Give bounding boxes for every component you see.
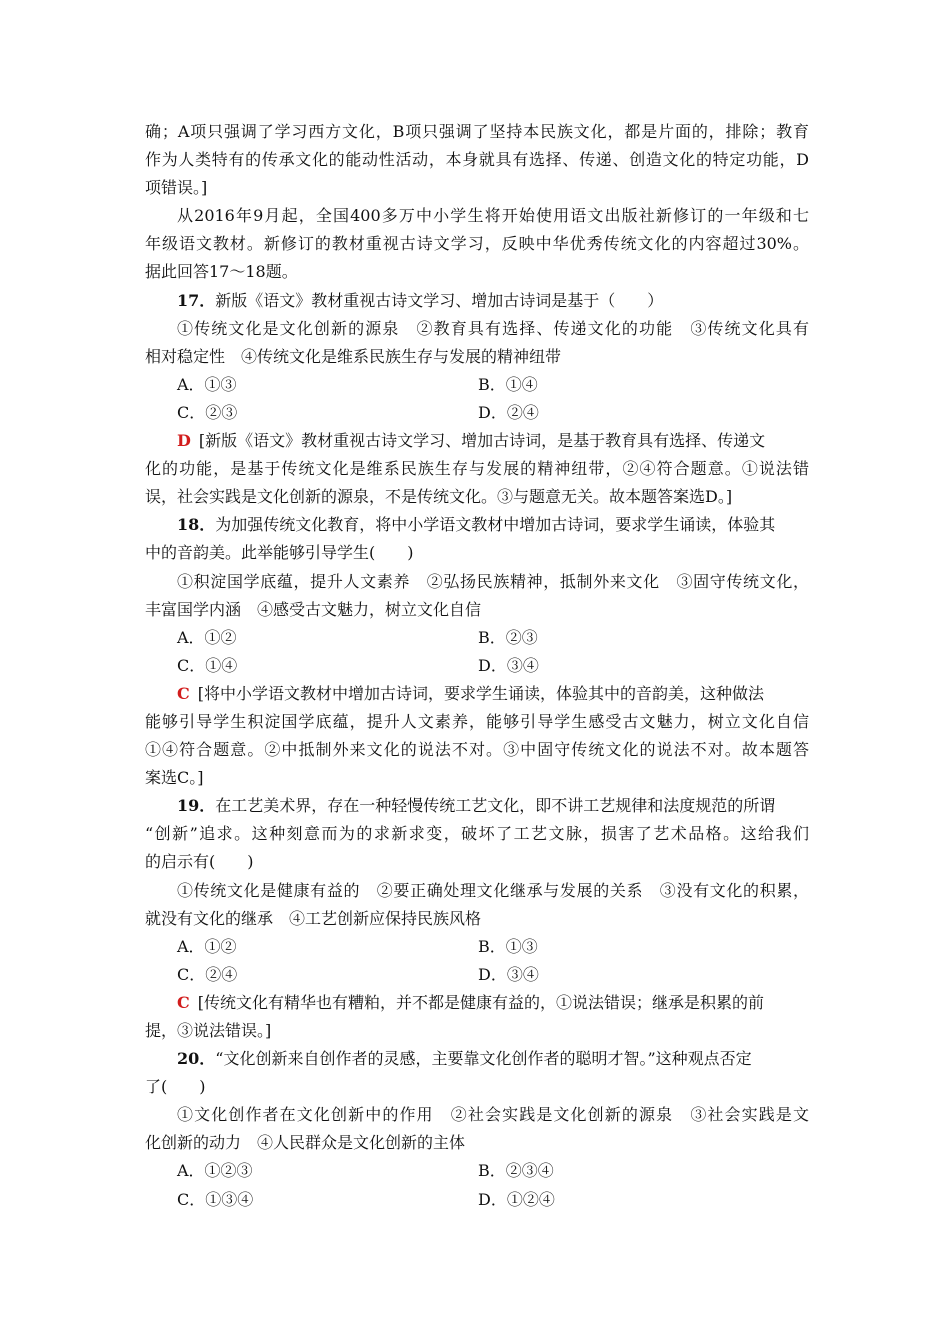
options-row	[145, 399, 809, 427]
explanation-line: 误，社会实践是文化创新的源泉，不是传统文化。③与题意无关。故本题答案选D。]	[145, 487, 733, 507]
option-b: B．②③	[478, 627, 538, 647]
answer-letter: C	[177, 992, 190, 1012]
explanation-text: [将中小学语文教材中增加古诗词，要求学生诵读，体验其中的音韵美，这种做法	[197, 683, 764, 703]
question-items: 相对稳定性 ④传统文化是维系民族生存与发展的精神纽带	[145, 346, 562, 366]
stem-line: “创新”追求。这种刻意而为的求新求变，破坏了工艺文脉，损害了艺术品格。这给我们	[145, 824, 809, 844]
option-c: C．①③④	[177, 1189, 254, 1209]
question-18	[145, 511, 809, 792]
text-line: 确；A项只强调了学习西方文化，B项只强调了坚持本民族文化，都是片面的，排除；教育	[145, 122, 809, 141]
options-row	[145, 1157, 809, 1185]
question-stem	[145, 792, 809, 820]
stem-line: 了( )	[145, 1077, 206, 1097]
option-d: D．③④	[478, 655, 539, 675]
question-stem	[145, 287, 809, 315]
question-items: 化创新的动力 ④人民群众是文化创新的主体	[145, 1133, 466, 1153]
option-b: B．①④	[478, 374, 538, 394]
explanation-line: 化的功能，是基于传统文化是维系民族生存与发展的精神纽带，②④符合题意。①说法错	[145, 459, 809, 479]
document-page	[145, 118, 809, 1214]
answer-explanation	[145, 427, 809, 455]
explanation-text: [传统文化有精华也有糟粕，并不都是健康有益的，①说法错误；继承是积累的前	[197, 992, 764, 1012]
question-stem	[145, 511, 809, 539]
stem-text: 在工艺美术界，存在一种轻慢传统工艺文化，即不讲工艺规律和法度规范的所谓	[215, 796, 776, 816]
options-row	[145, 961, 809, 989]
option-d: D．①②④	[478, 1189, 555, 1209]
stem-text: 为加强传统文化教育，将中小学语文教材中增加古诗词，要求学生诵读，体验其	[215, 515, 776, 535]
question-items: ①传统文化是健康有益的 ②要正确处理文化继承与发展的关系 ③没有文化的积累，	[177, 880, 809, 900]
stem-text: “文化创新来自创作者的灵感，主要靠文化创作者的聪明才智。”这种观点否定	[215, 1049, 752, 1069]
option-c: C．②③	[177, 402, 238, 422]
stem-line: 中的音韵美。此举能够引导学生( )	[145, 543, 414, 563]
option-a: A．①②	[177, 936, 237, 956]
option-a: A．①②	[177, 627, 237, 647]
option-b: B．②③④	[478, 1161, 554, 1181]
question-stem	[145, 1045, 809, 1073]
material-paragraph	[145, 202, 809, 286]
explanation-line: 能够引导学生积淀国学底蕴，提升人文素养，能够引导学生感受古文魅力，树立文化自信	[145, 711, 809, 731]
question-items: 丰富国学内涵 ④感受古文魅力，树立文化自信	[145, 599, 482, 619]
question-number: 20．	[177, 1049, 216, 1069]
answer-explanation	[145, 989, 809, 1017]
text-line: 据此回答17～18题。	[145, 262, 298, 282]
text-line: 年级语文教材。新修订的教材重视古诗文学习，反映中华优秀传统文化的内容超过30%。	[145, 234, 809, 254]
options-row	[145, 624, 809, 652]
option-c: C．②④	[177, 964, 238, 984]
answer-explanation	[145, 680, 809, 708]
question-items: ①积淀国学底蕴，提升人文素养 ②弘扬民族精神，抵制外来文化 ③固守传统文化，	[177, 571, 809, 591]
text-line: 作为人类特有的传承文化的能动性活动，本身就具有选择、传递、创造文化的特定功能，D	[145, 150, 809, 170]
option-a: A．①②③	[177, 1161, 253, 1181]
question-items: ①传统文化是文化创新的源泉 ②教育具有选择、传递文化的功能 ③传统文化具有	[177, 318, 809, 338]
text-line: 项错误。]	[145, 178, 208, 198]
options-row	[145, 933, 809, 961]
question-items: ①文化创作者在文化创新中的作用 ②社会实践是文化创新的源泉 ③社会实践是文	[177, 1105, 809, 1125]
answer-letter: D	[177, 431, 191, 451]
answer-letter: C	[177, 683, 190, 703]
options-row	[145, 652, 809, 680]
question-number: 18．	[177, 515, 216, 535]
options-row	[145, 371, 809, 399]
option-d: D．②④	[478, 402, 539, 422]
explanation-text: [新版《语文》教材重视古诗文学习、增加古诗词，是基于教育具有选择、传递文	[198, 431, 766, 451]
option-a: A．①③	[177, 374, 237, 394]
explanation-line: 案选C。]	[145, 768, 204, 788]
stem-text: 新版《语文》教材重视古诗文学习、增加古诗词是基于（ ）	[215, 290, 664, 310]
question-20	[145, 1045, 809, 1214]
option-b: B．①③	[478, 936, 538, 956]
question-number: 17．	[177, 290, 216, 310]
explanation-line: 提，③说法错误。]	[145, 1021, 272, 1040]
text-line: 从2016年9月起，全国400多万中小学生将开始使用语文出版社新修订的一年级和七	[177, 206, 809, 226]
options-row	[145, 1186, 809, 1214]
previous-explanation	[145, 118, 809, 202]
question-19	[145, 792, 809, 1045]
question-number: 19．	[177, 796, 216, 816]
option-d: D．③④	[478, 964, 539, 984]
option-c: C．①④	[177, 655, 238, 675]
explanation-line: ①④符合题意。②中抵制外来文化的说法不对。③中固守传统文化的说法不对。故本题答	[145, 740, 809, 760]
question-items: 就没有文化的继承 ④工艺创新应保持民族风格	[145, 908, 482, 928]
question-17	[145, 287, 809, 512]
stem-line: 的启示有( )	[145, 852, 254, 872]
